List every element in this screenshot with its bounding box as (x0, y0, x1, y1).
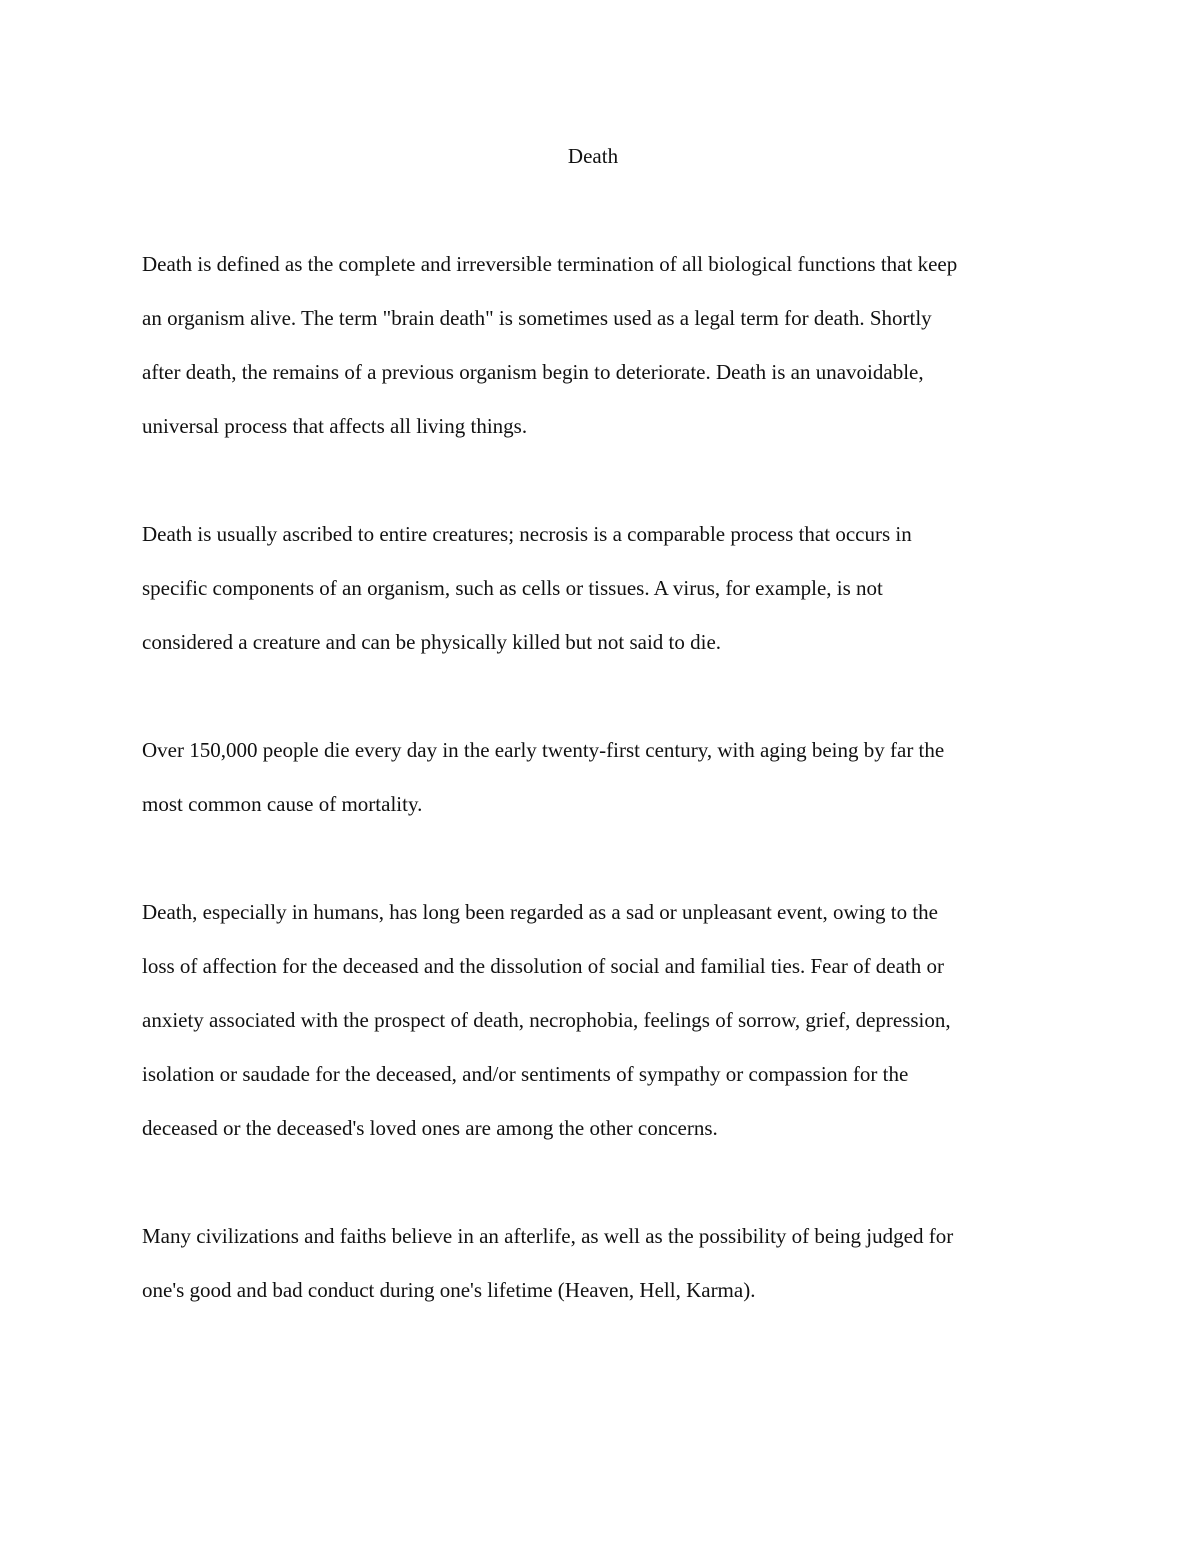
paragraph-definition (142, 249, 1067, 465)
text-line: most common cause of mortality. (142, 792, 423, 816)
text-line: Death is defined as the complete and irreversible termination of all biological functions that keep (142, 252, 958, 276)
text-line: after death, the remains of a previous organism begin to deteriorate. Death is an unavoidable, (142, 360, 924, 384)
paragraph-mortality (142, 735, 1067, 843)
text-line: anxiety associated with the prospect of death, necrophobia, feelings of sorrow, grief, depression, (142, 1008, 951, 1032)
text-line: Death, especially in humans, has long been regarded as a sad or unpleasant event, owing to the (142, 900, 939, 924)
text-line: isolation or saudade for the deceased, and/or sentiments of sympathy or compassion for the (142, 1062, 909, 1086)
paragraph-grief (142, 897, 1067, 1167)
text-line: Over 150,000 people die every day in the early twenty-first century, with aging being by far the (142, 738, 945, 762)
text-line: universal process that affects all living things. (142, 414, 528, 438)
text-line: one's good and bad conduct during one's lifetime (Heaven, Hell, Karma). (142, 1278, 756, 1302)
text-line: Many civilizations and faiths believe in an afterlife, as well as the possibility of being judged for (142, 1224, 954, 1248)
text-line: Death is usually ascribed to entire creatures; necrosis is a comparable process that occurs in (142, 522, 912, 546)
text-line: deceased or the deceased's loved ones are among the other concerns. (142, 1116, 718, 1140)
text-line: loss of affection for the deceased and the dissolution of social and familial ties. Fear of death or (142, 954, 945, 978)
document-title: Death (567, 144, 619, 168)
paragraph-necrosis (142, 519, 1067, 681)
paragraph-afterlife (142, 1221, 1067, 1329)
text-line: considered a creature and can be physically killed but not said to die. (142, 630, 722, 654)
document-body (142, 249, 1067, 1383)
text-line: an organism alive. The term "brain death" is sometimes used as a legal term for death. Shortly (142, 306, 932, 330)
text-line: specific components of an organism, such as cells or tissues. A virus, for example, is not (142, 576, 883, 600)
